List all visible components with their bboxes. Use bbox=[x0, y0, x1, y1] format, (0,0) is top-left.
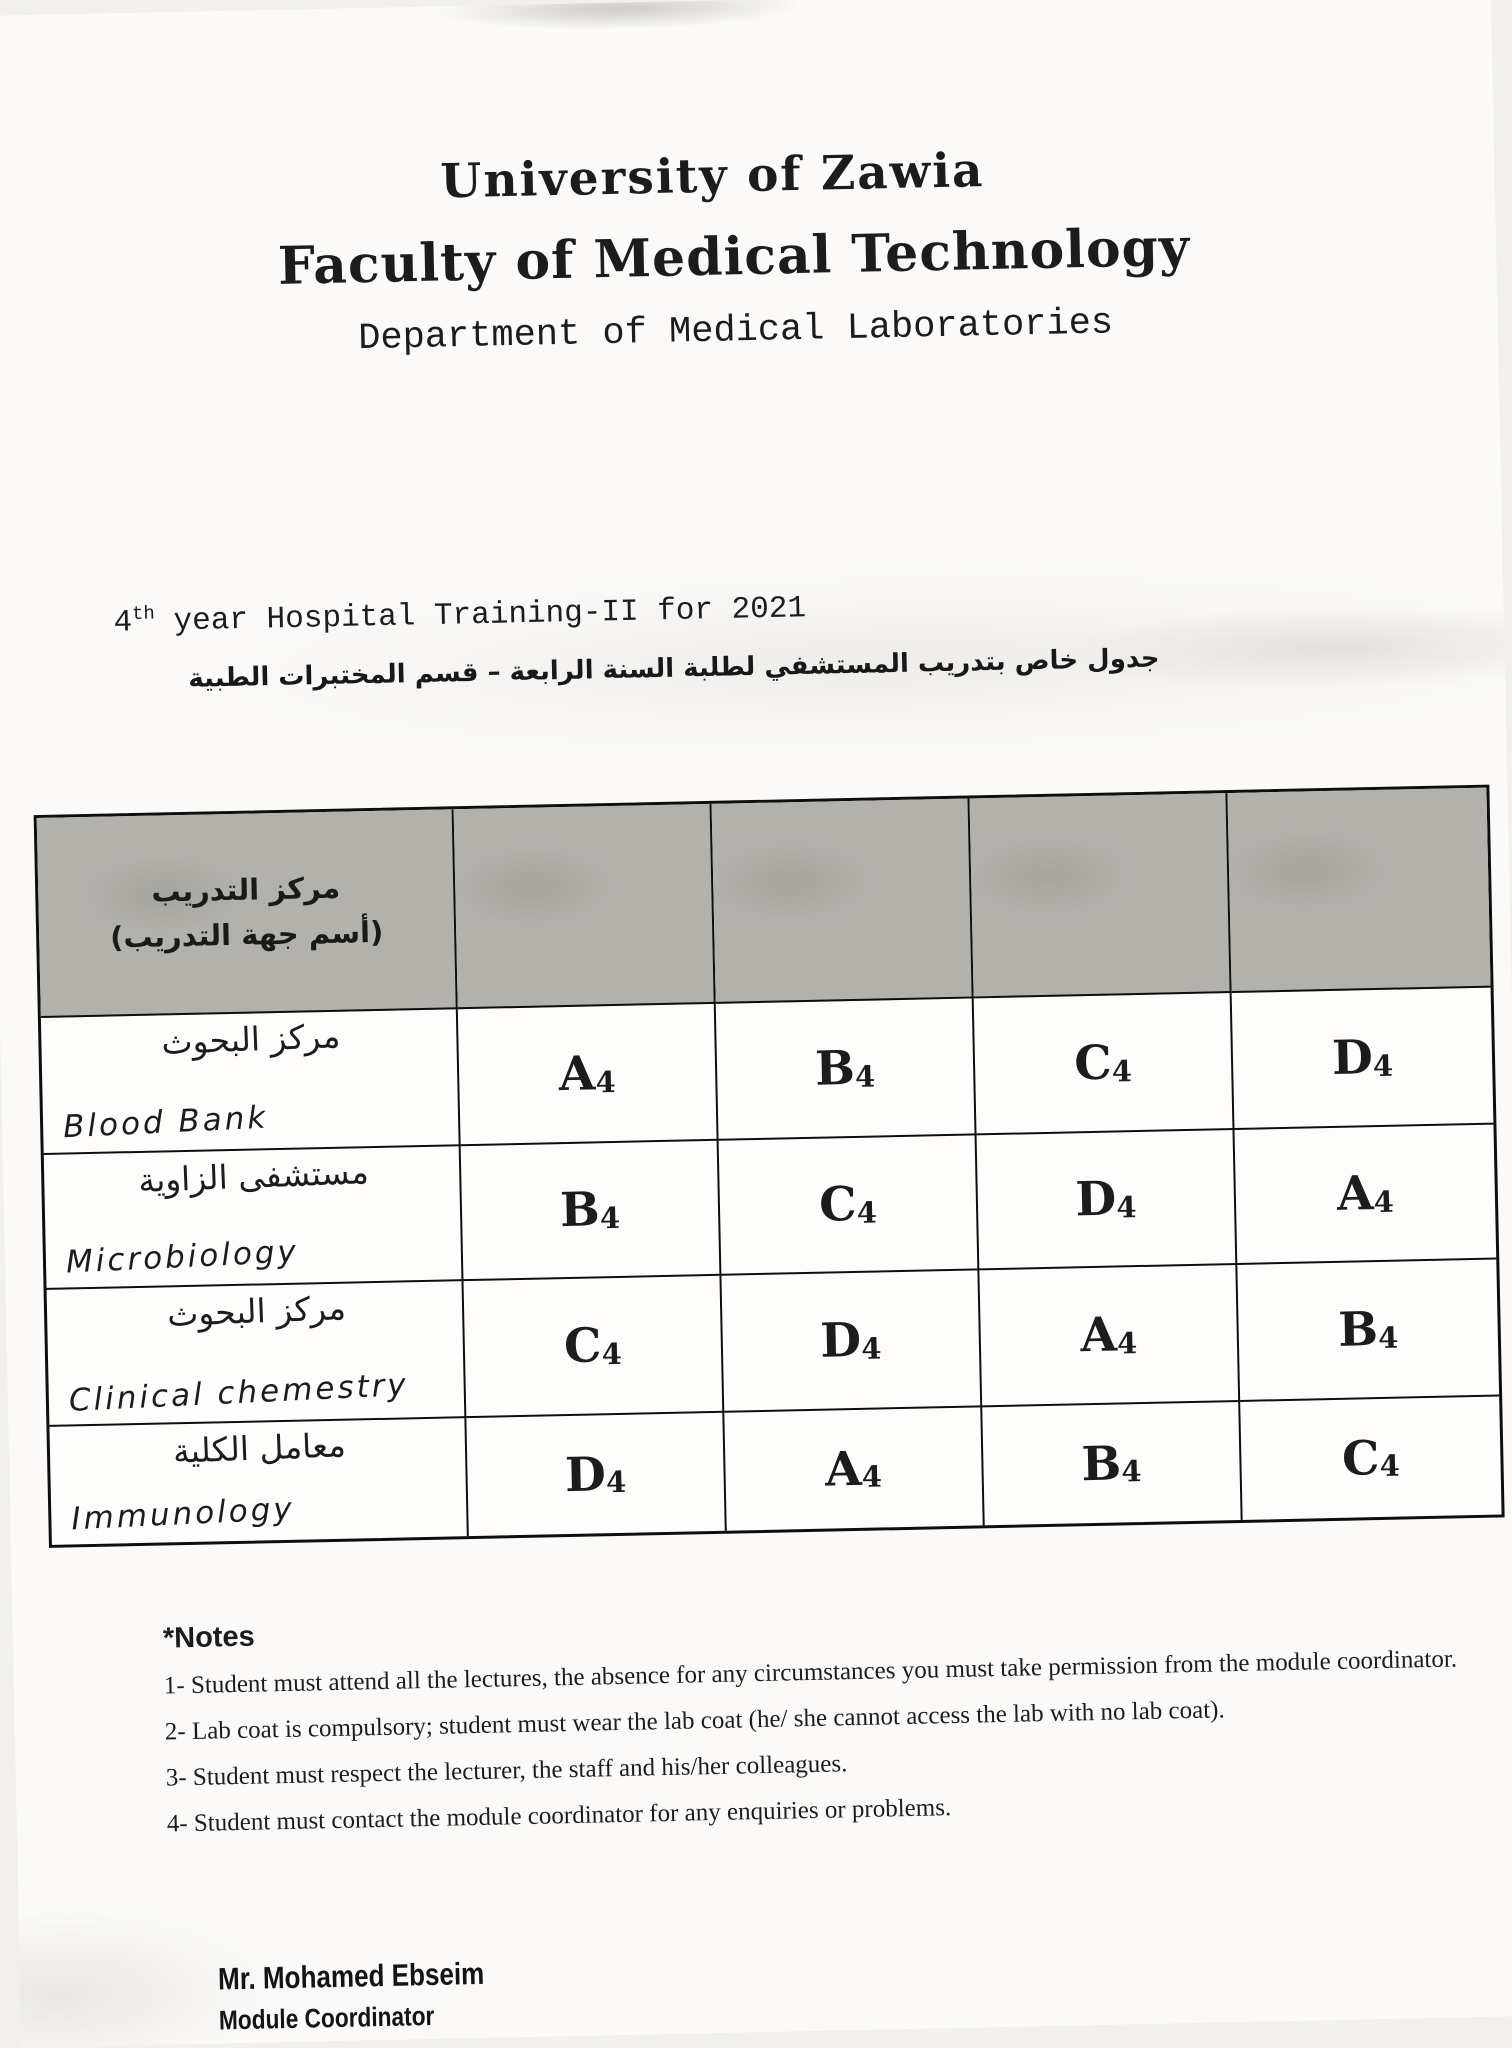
header-cell-empty-2 bbox=[712, 798, 974, 1003]
coordinator-signature-block bbox=[218, 1955, 536, 2037]
arabic-subtitle: جدول خاص بتدريب المستشفي لطلبة السنة الرابعة – قسم المختبرات الطبية bbox=[188, 643, 1160, 693]
group-letter: B bbox=[1081, 1436, 1122, 1492]
training-center-label-line1: مركز التدريب bbox=[151, 866, 341, 915]
header-cell-training-center bbox=[37, 809, 458, 1018]
site-english-handwriting: Immunology bbox=[71, 1491, 296, 1537]
group-letter: C bbox=[563, 1318, 602, 1374]
group-letter: A bbox=[1336, 1166, 1374, 1222]
group-letter: C bbox=[1342, 1431, 1381, 1487]
site-arabic-handwriting: مستشفى الزاوية bbox=[138, 1152, 370, 1200]
course-year-number: 4 bbox=[113, 605, 132, 640]
header-cell-empty-4 bbox=[1227, 788, 1490, 993]
group-cell bbox=[1232, 988, 1494, 1130]
group-cell bbox=[1240, 1397, 1501, 1520]
coordinator-title: Module Coordinator bbox=[219, 2000, 486, 2037]
site-english-handwriting: Blood Bank bbox=[62, 1100, 269, 1146]
group-letter: B bbox=[1338, 1302, 1379, 1358]
group-cell bbox=[461, 1141, 722, 1281]
group-letter: C bbox=[1074, 1036, 1113, 1092]
group-letter: D bbox=[1331, 1030, 1373, 1086]
group-cell bbox=[1237, 1260, 1499, 1402]
table-row-site-immunology bbox=[49, 1418, 468, 1545]
site-arabic-handwriting: مركز البحوث bbox=[166, 1288, 346, 1334]
notes-section bbox=[163, 1595, 1467, 1847]
group-cell bbox=[466, 1413, 726, 1536]
site-english-handwriting: Microbiology bbox=[65, 1234, 299, 1281]
group-cell bbox=[463, 1276, 724, 1418]
note-item-2: 2- Lab coat is compulsory; student must wear the lab coat (he/ she cannot access the lab with no lab coat). bbox=[164, 1682, 1465, 1754]
group-letter: A bbox=[825, 1441, 863, 1497]
course-year-ordinal: th bbox=[132, 603, 155, 625]
notes-heading: *Notes bbox=[163, 1595, 1463, 1655]
table-row-site-clinical-chemistry bbox=[47, 1281, 467, 1427]
coordinator-name: Mr. Mohamed Ebseim bbox=[218, 1956, 485, 1998]
group-letter: A bbox=[1080, 1308, 1118, 1364]
group-letter: B bbox=[815, 1041, 856, 1097]
group-letter: B bbox=[559, 1182, 600, 1238]
group-cell bbox=[724, 1407, 984, 1530]
training-schedule-table bbox=[34, 785, 1505, 1548]
course-title bbox=[113, 589, 806, 641]
department-title: Department of Medical Laboratories bbox=[0, 295, 1486, 368]
group-cell bbox=[458, 1004, 719, 1146]
group-cell bbox=[979, 1265, 1240, 1407]
group-cell bbox=[977, 1130, 1238, 1270]
group-cell bbox=[719, 1135, 980, 1275]
note-item-1: 1- Student must attend all the lectures, the absence for any circumstances you must take permission from the module coordinator. bbox=[163, 1636, 1464, 1708]
site-english-handwriting: Clinical chemestry bbox=[68, 1367, 409, 1419]
university-title: University of Zawia bbox=[0, 133, 1443, 219]
group-cell bbox=[974, 993, 1235, 1135]
group-letter: D bbox=[565, 1447, 607, 1503]
header-cell-empty-3 bbox=[969, 793, 1231, 998]
header-cell-empty-1 bbox=[454, 804, 716, 1009]
group-letter: D bbox=[820, 1313, 862, 1369]
training-center-label bbox=[37, 809, 456, 1016]
faculty-title: Faculty of Medical Technology bbox=[0, 211, 1485, 303]
group-letter: C bbox=[819, 1177, 858, 1233]
group-letter: D bbox=[1075, 1172, 1117, 1228]
group-letter: A bbox=[558, 1046, 596, 1102]
site-arabic-handwriting: معامل الكلية bbox=[172, 1425, 346, 1471]
group-cell bbox=[1234, 1125, 1496, 1265]
course-title-text: year Hospital Training-II for 2021 bbox=[155, 591, 807, 640]
group-cell bbox=[716, 998, 977, 1140]
site-arabic-handwriting: مركز البحوث bbox=[161, 1016, 341, 1062]
table-row-site-blood-bank bbox=[41, 1009, 461, 1155]
training-center-label-line2: (أسم جهة التدريب) bbox=[110, 910, 384, 961]
note-item-4: 4- Student must contact the module coordinator for any enquiries or problems. bbox=[166, 1774, 1467, 1846]
group-cell bbox=[982, 1402, 1242, 1525]
group-cell bbox=[721, 1270, 982, 1412]
note-item-3: 3- Student must respect the lecturer, the staff and his/her colleagues. bbox=[165, 1728, 1466, 1800]
table-row-site-microbiology bbox=[44, 1146, 464, 1290]
